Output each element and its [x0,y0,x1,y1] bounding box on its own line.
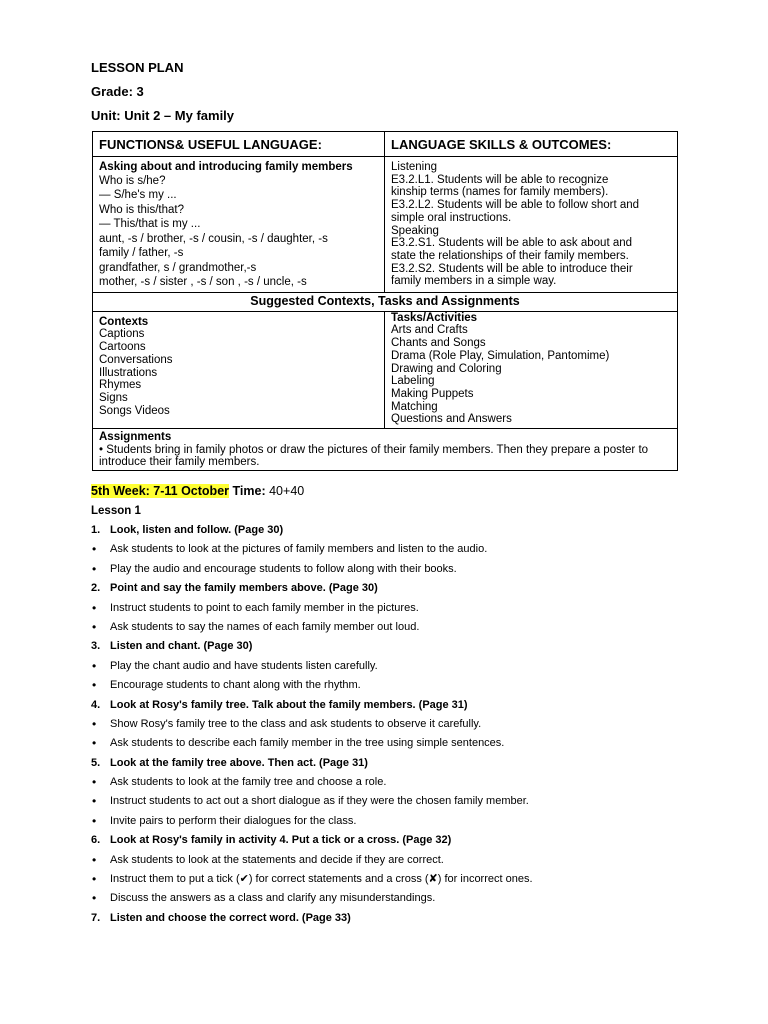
functions-line: — S/he's my ... [99,189,177,202]
assignments-row [93,429,678,471]
bullet-icon: • [92,561,97,576]
outcome-line: state the relationships of their family members. [391,249,629,262]
time-value: 40+40 [269,484,305,498]
step-title-row [91,698,691,717]
outcome-line: E3.2.S2. Students will be able to introduce their [391,262,633,275]
lesson-steps [91,523,691,930]
tasks-cell [385,311,678,428]
assignments-heading: Assignments [99,431,172,444]
step-bullet-text: Ask students to say the names of each family member out loud. [110,620,420,633]
time-label: Time: [232,484,266,498]
step-bullet-text: Show Rosy's family tree to the class and ask students to observe it carefully. [110,717,482,730]
unit-label: Unit: Unit 2 – My family [91,108,235,123]
outcomes-column-header: LANGUAGE SKILLS & OUTCOMES: [385,132,678,157]
context-item: Conversations [99,353,173,366]
contexts-list [99,328,378,417]
bullet-icon: • [92,872,97,887]
step-title-row [91,911,691,930]
task-item: Questions and Answers [391,413,512,426]
step-bullet-text: Invite pairs to perform their dialogues for the class. [110,814,357,827]
task-item: Chants and Songs [391,337,486,350]
step-bullet-text: Ask students to look at the pictures of family members and listen to the audio. [110,543,488,556]
contexts-heading: Contexts [99,315,149,328]
context-item: Cartoons [99,341,146,354]
step-bullet-row [91,678,691,697]
lesson-title: Lesson 1 [91,505,141,517]
task-item: Arts and Crafts [391,324,468,337]
functions-list [99,174,378,290]
step-bullet-row [91,891,691,910]
assignment-line: • Students bring in family photos or draw the pictures of their family members. Then they prepare a poster to [99,443,649,456]
step-bullet-row [91,562,691,581]
outcome-line: simple oral instructions. [391,211,512,224]
language-row [93,157,678,293]
assignments-cell [93,429,678,471]
step-bullet-text: Ask students to describe each family member in the tree using simple sentences. [110,737,505,750]
functions-line: grandfather, s / grandmother,-s [99,261,257,274]
functions-line: — This/that is my ... [99,218,201,231]
assignment-line: introduce their family members. [99,456,260,469]
task-item: Labeling [391,375,435,388]
step-number: 3. [91,640,101,653]
step-title: Look at Rosy's family in activity 4. Put a tick or a cross. (Page 32) [110,834,452,847]
contexts-tasks-row [93,311,678,428]
step-bullet-row [91,659,691,678]
outcome-line: Listening [391,161,438,173]
outcomes-list [391,161,671,288]
bullet-icon: • [92,716,97,731]
bullet-icon: • [92,813,97,828]
page-title: LESSON PLAN [91,60,184,75]
step-bullet-row [91,775,691,794]
step-number: 4. [91,698,101,711]
step-bullet-text: Instruct students to point to each family member in the pictures. [110,601,419,614]
step-number: 1. [91,524,101,536]
bullet-icon: • [92,852,97,867]
step-bullet-text: Play the audio and encourage students to follow along with their books. [110,562,457,575]
step-bullet-text: Encourage students to chant along with the rhythm. [110,679,361,692]
step-title: Look at Rosy's family tree. Talk about the family members. (Page 31) [110,698,468,711]
assignments-list [99,444,671,469]
step-number: 2. [91,582,101,595]
step-bullet-row [91,736,691,755]
step-bullet-row [91,620,691,639]
step-bullet-text: Ask students to look at the family tree and choose a role. [110,776,387,789]
task-item: Drama (Role Play, Simulation, Pantomime) [391,349,610,362]
contexts-cell [93,311,385,428]
week-label: 5th Week: 7-11 October [91,484,230,498]
task-item: Matching [391,400,438,413]
step-title: Point and say the family members above. (Page 30) [110,582,378,595]
step-title: Listen and chant. (Page 30) [110,640,253,653]
step-bullet-row [91,872,691,891]
tasks-list [391,324,671,426]
step-title-row [91,833,691,852]
functions-line: Who is this/that? [99,203,185,216]
context-item: Songs Videos [99,404,170,417]
bullet-icon: • [92,542,97,557]
bullet-icon: • [92,658,97,673]
step-bullet-row [91,542,691,561]
bullet-icon: • [92,775,97,790]
outcome-line: E3.2.L1. Students will be able to recognize [391,173,609,186]
tasks-heading: Tasks/Activities [391,311,478,324]
bullet-icon: • [92,600,97,615]
step-bullet-text: Instruct students to act out a short dialogue as if they were the chosen family member. [110,795,529,808]
outcome-line: Speaking [391,224,439,237]
step-title-row [91,523,691,542]
step-bullet-text: Instruct them to put a tick (✔) for correct statements and a cross (✘) for incorrect ones. [110,873,533,886]
context-item: Signs [99,391,128,404]
functions-line: mother, -s / sister , -s / son , -s / uncle, -s [99,276,307,289]
functions-heading: Asking about and introducing family members [99,161,353,173]
step-title: Look, listen and follow. (Page 30) [110,524,284,536]
bullet-icon: • [92,678,97,693]
grade-label: Grade: 3 [91,84,144,99]
step-bullet-row [91,601,691,620]
step-title-row [91,581,691,600]
table-header-row [93,132,678,157]
context-item: Rhymes [99,379,142,392]
functions-column-header: FUNCTIONS& USEFUL LANGUAGE: [93,132,385,157]
outcome-line: E3.2.S1. Students will be able to ask about and [391,237,633,250]
step-title-row [91,639,691,658]
step-bullet-row [91,794,691,813]
step-number: 7. [91,911,101,924]
context-item: Illustrations [99,366,158,379]
step-bullet-row [91,814,691,833]
context-item: Captions [99,328,145,341]
outcome-line: family members in a simple way. [391,275,557,288]
lesson-plan-table [92,131,678,471]
step-title: Listen and choose the correct word. (Page 33) [110,911,351,924]
bullet-icon: • [92,619,97,634]
suggested-row [93,292,678,311]
step-bullet-text: Ask students to look at the statements and decide if they are correct. [110,853,444,866]
step-bullet-text: Discuss the answers as a class and clarify any misunderstandings. [110,892,436,905]
suggested-heading: Suggested Contexts, Tasks and Assignments [93,292,678,311]
step-bullet-text: Play the chant audio and have students listen carefully. [110,659,378,672]
step-number: 5. [91,756,101,769]
step-bullet-row [91,853,691,872]
outcome-line: E3.2.L2. Students will be able to follow short and [391,199,640,212]
step-title: Look at the family tree above. Then act. (Page 31) [110,756,368,769]
functions-cell [93,157,385,293]
functions-line: family / father, -s [99,247,184,260]
step-number: 6. [91,834,101,847]
bullet-icon: • [92,736,97,751]
functions-line: Who is s/he? [99,174,166,187]
bullet-icon: • [92,794,97,809]
bullet-icon: • [92,891,97,906]
outcomes-cell [385,157,678,293]
week-schedule [91,484,304,498]
task-item: Drawing and Coloring [391,362,502,375]
functions-line: aunt, -s / brother, -s / cousin, -s / daughter, -s [99,232,328,245]
step-bullet-row [91,717,691,736]
task-item: Making Puppets [391,387,474,400]
outcome-line: kinship terms (names for family members). [391,186,609,199]
step-title-row [91,756,691,775]
